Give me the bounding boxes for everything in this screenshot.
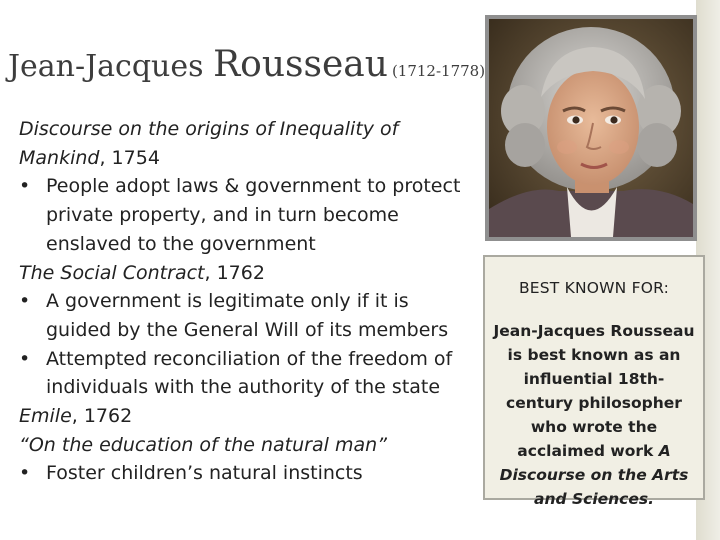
bullet-item: • Attempted reconciliation of the freedom of individuals with the authority of the state — [19, 345, 474, 402]
title-dates: (1712-1778) — [391, 62, 486, 80]
best-known-for-work-title: A Discourse on the Arts and Sciences. — [499, 442, 689, 508]
works-list — [19, 115, 474, 488]
best-known-for-box — [483, 255, 705, 508]
best-known-for-text — [485, 319, 703, 511]
slide-title — [8, 44, 485, 85]
work-bullets — [19, 172, 474, 258]
bullet-item: • People adopt laws & government to protect private property, and in turn become enslaved to the government — [19, 172, 474, 258]
rousseau-portrait-image — [489, 19, 693, 237]
title-first-name: Jean-Jacques — [8, 49, 214, 84]
work-year: , 1762 — [204, 261, 265, 284]
best-known-for-plain: Jean-Jacques Rousseau is best known as an influential 18th-century philosopher who wrote the acclaimed work — [493, 322, 695, 460]
work-year: , 1754 — [99, 146, 160, 169]
portrait-frame — [485, 15, 697, 241]
title-last-name: Rousseau — [213, 44, 388, 85]
work-bullets — [19, 287, 474, 402]
best-known-for-heading: BEST KNOWN FOR: — [518, 279, 670, 297]
work-heading-emile — [19, 402, 474, 431]
work-bullets — [19, 459, 474, 488]
work-heading-social-contract — [19, 259, 474, 288]
bullet-item: • Foster children’s natural instincts — [19, 459, 474, 488]
work-heading-discourse-inequality — [19, 115, 474, 172]
work-quote: “On the education of the natural man” — [19, 433, 387, 456]
work-title: The Social Contract — [19, 261, 205, 284]
work-title: Discourse on the origins of Inequality of Mankind — [19, 118, 399, 169]
bullet-item: • A government is legitimate only if it is guided by the General Will of its members — [19, 287, 474, 344]
work-year: , 1762 — [71, 405, 133, 428]
work-title: Emile — [19, 405, 72, 428]
